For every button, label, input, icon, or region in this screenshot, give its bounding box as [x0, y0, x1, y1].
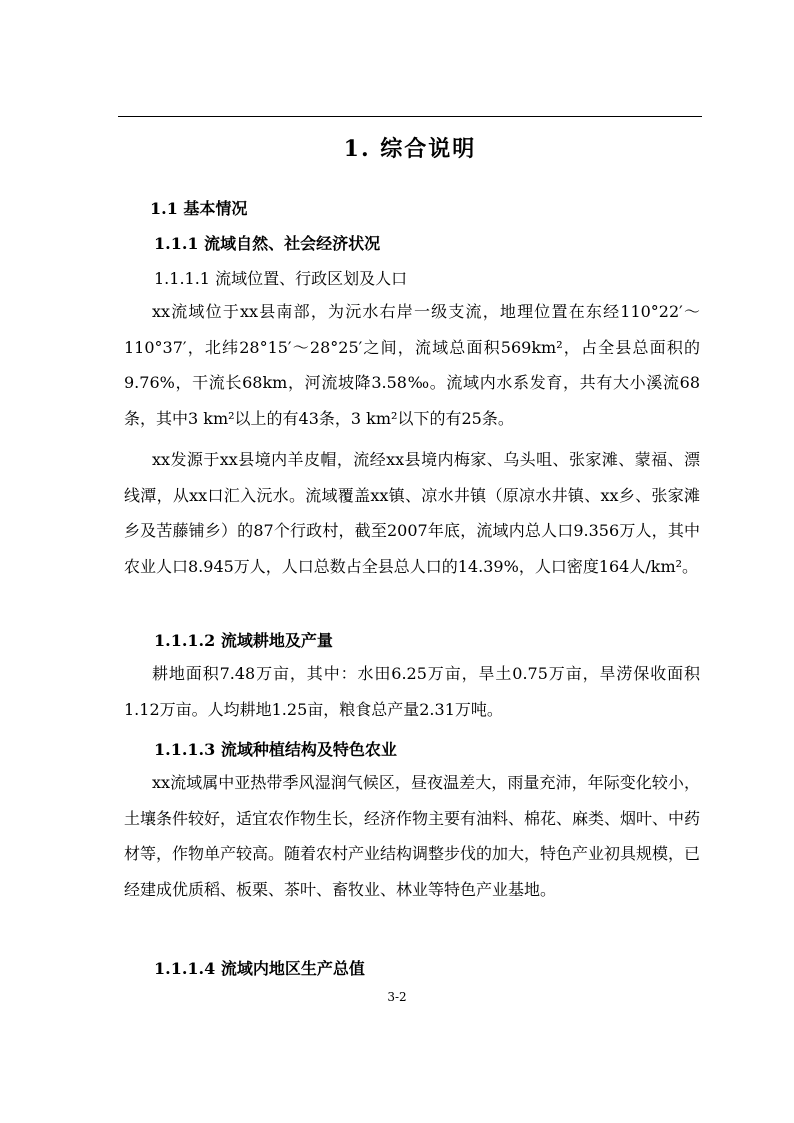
paragraph-text: 耕地面积7.48万亩，其中：水田6.25万亩，旱土0.75万亩，旱涝保收面积1.12万亩。人均耕地1.25亩，粮食总产量2.31万吨。 [124, 664, 700, 719]
section-heading-1-1-1-2: 1.1.1.2 流域耕地及产量 [154, 631, 333, 650]
paragraph-agriculture [124, 765, 700, 907]
paragraph-text: xx发源于xx县境内羊皮帽，流经xx县境内梅家、乌头咀、张家滩、蒙福、漂线潭，从xx口汇入沅水。流域覆盖xx镇、凉水井镇（原凉水井镇、xx乡、张家滩乡及苦藤铺乡）的87个行政村，截至2007年底，流域内总人口9.356万人，其中农业人口8.945万人，人口总数占全县总人口的14.39%，人口密度164人/km²。 [124, 450, 700, 576]
section-heading-1-1-1: 1.1.1 流域自然、社会经济状况 [154, 234, 381, 253]
section-heading-1-1-1-4: 1.1.1.4 流域内地区生产总值 [154, 959, 365, 978]
paragraph-farmland [124, 656, 700, 727]
paragraph-population [124, 442, 700, 584]
page-number: 3-2 [387, 990, 407, 1004]
header-rule [118, 116, 702, 117]
chapter-title: 1. 综合说明 [343, 136, 477, 162]
section-heading-1-1: 1.1 基本情况 [150, 199, 248, 218]
paragraph-text: xx流域位于xx县南部，为沅水右岸一级支流，地理位置在东经110°22′～110°37′，北纬28°15′～28°25′之间，流域总面积569km²，占全县总面积的9.76%，干流长68km，河流坡降3.58‰。流域内水系发育，共有大小溪流68条，其中3 km²以上的有43条，3 km²以下的有25条。 [124, 302, 700, 428]
section-heading-1-1-1-1: 1.1.1.1 流域位置、行政区划及人口 [154, 269, 408, 288]
paragraph-text: xx流域属中亚热带季风湿润气候区，昼夜温差大，雨量充沛，年际变化较小，土壤条件较好，适宜农作物生长，经济作物主要有油料、棉花、麻类、烟叶、中药材等，作物单产较高。随着农村产业结构调整步伐的加大，特色产业初具规模，已经建成优质稻、板栗、茶叶、畜牧业、林业等特色产业基地。 [124, 773, 701, 899]
paragraph-location [124, 294, 700, 436]
section-heading-1-1-1-3: 1.1.1.3 流域种植结构及特色农业 [154, 740, 397, 759]
